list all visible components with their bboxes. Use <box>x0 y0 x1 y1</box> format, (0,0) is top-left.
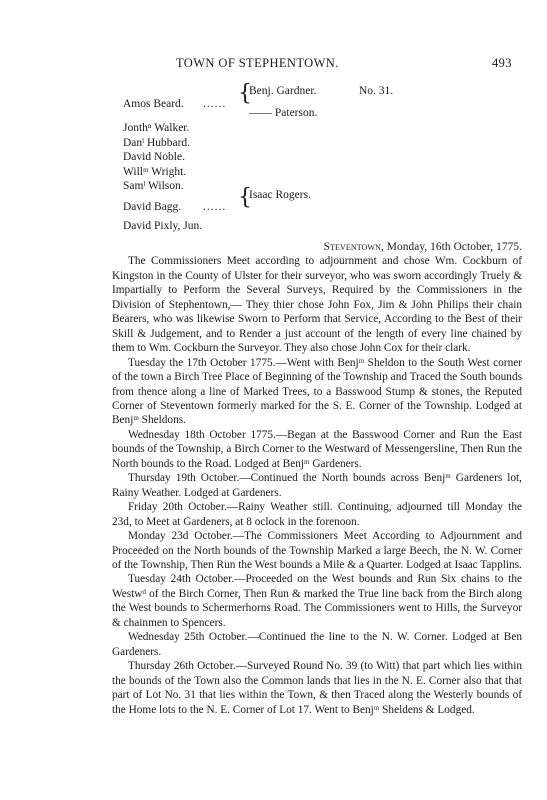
document-body <box>112 240 522 717</box>
paragraph: Thursday 26th October.—Surveyed Round No. 39 (to Witt) that part which lies within the bounds of the Town also the Common lands that lies in the N. E. Corner also that that part of Lot No. 31 that lies within the Town, & then Traced along the Westerly bounds of the Home lots to the N. E. Corner of Lot 17. Went to Benjᵐ Sheldens & Lodged. <box>112 660 522 716</box>
name-hubbard: Danˡ Hubbard. <box>123 137 191 149</box>
paragraph: The Commissioners Meet according to adjournment and chose Wm. Cockburn of Kingston in the County of Ulster for their surveyor, who was sworn accordingly Truely & Impartially to Perform the Several Surveys, Required by the Commissioners in the Division of Stephentown,— They thier chose John Fox, Jim & John Philips their chain Bearers, who was likewise Sworn to Perform that Service, According to the Best of their Skill & Judgement, and to Render a just account of the length of every line chained by them to Wm. Cockburn the Surveyor. They also chose John Cox for their clark. <box>112 255 522 355</box>
brace-left: { <box>238 81 252 106</box>
name-noble: David Noble. <box>123 151 185 163</box>
leader-dots: ...... <box>203 98 227 110</box>
name-paterson: —— Paterson. <box>249 107 318 119</box>
paragraph: Wednesday 18th October 1775.—Began at the Basswood Corner and Run the East bounds of the Township, a Birch Corner to the Westward of Messengersline, Then Run the North bounds to the Road. Lodged at Benjᵐ Gardeners. <box>112 428 522 470</box>
page-title: TOWN OF STEPHENTOWN. <box>176 56 339 70</box>
dateline-date: , Monday, 16th October, 1775. <box>380 241 522 253</box>
paragraph: Tuesday the 17th October 1775.—Went with Benjᵐ Sheldon to the South West corner of the town a Birch Tree Place of Beginning of the Township and Traced the South bounds from thence along a line of Marked Trees, to a Basswood Stump & stones, the Reputed Corner of Steventown formerly marked for the S. E. Corner of the Township. Lodged at Benjᵐ Sheldons. <box>112 356 522 427</box>
name-amos-beard: Amos Beard. <box>123 98 184 110</box>
name-benj-gardner: Benj. Gardner. <box>249 85 317 97</box>
lot-number: No. 31. <box>359 85 394 97</box>
name-walker: Jonthⁿ Walker. <box>123 122 190 134</box>
leader-dots: ...... <box>203 201 227 213</box>
page-number: 493 <box>492 56 512 70</box>
name-wright: Willᵐ Wright. <box>123 166 187 178</box>
paragraph: Thursday 19th October.—Continued the North bounds across Benjᵐ Gardeners lot, Rainy Weather. Lodged at Gardeners. <box>112 472 522 499</box>
paragraph: Tuesday 24th October.—Proceeded on the West bounds and Run Six chains to the Westwᵈ of the Birch Corner, Then Run & marked the True line back from the Birch along the West bounds to Schermerhorns Road. The Commissioners went to Hills, the Surveyor & chainmen to Spencers. <box>112 573 522 629</box>
name-wilson: Samˡ Wilson. <box>123 180 184 192</box>
brace-left: { <box>238 185 252 210</box>
name-david-bagg: David Bagg. <box>123 201 182 213</box>
paragraph: Monday 23d October.—The Commissioners Meet According to Adjournment and Proceeded on the North bounds of the Township Marked a large Beech, the N. W. Corner of the Township, Then Run the West bounds a Mile & a Quarter. Lodged at Isaac Tapplins. <box>112 530 522 571</box>
paragraph: Wednesday 25th October.—Continued the line to the N. W. Corner. Lodged at Ben Gardeners. <box>112 631 522 658</box>
name-isaac-rogers: Isaac Rogers. <box>249 189 311 201</box>
dateline-place: Steventown <box>323 241 381 253</box>
paragraph: Friday 20th October.—Rainy Weather still. Continuing, adjourned till Monday the 23d, to Meet at Gardeners, at 8 oclock in the forenoon. <box>112 501 522 528</box>
dateline <box>112 240 522 254</box>
name-david-pixly: David Pixly, Jun. <box>123 220 203 232</box>
